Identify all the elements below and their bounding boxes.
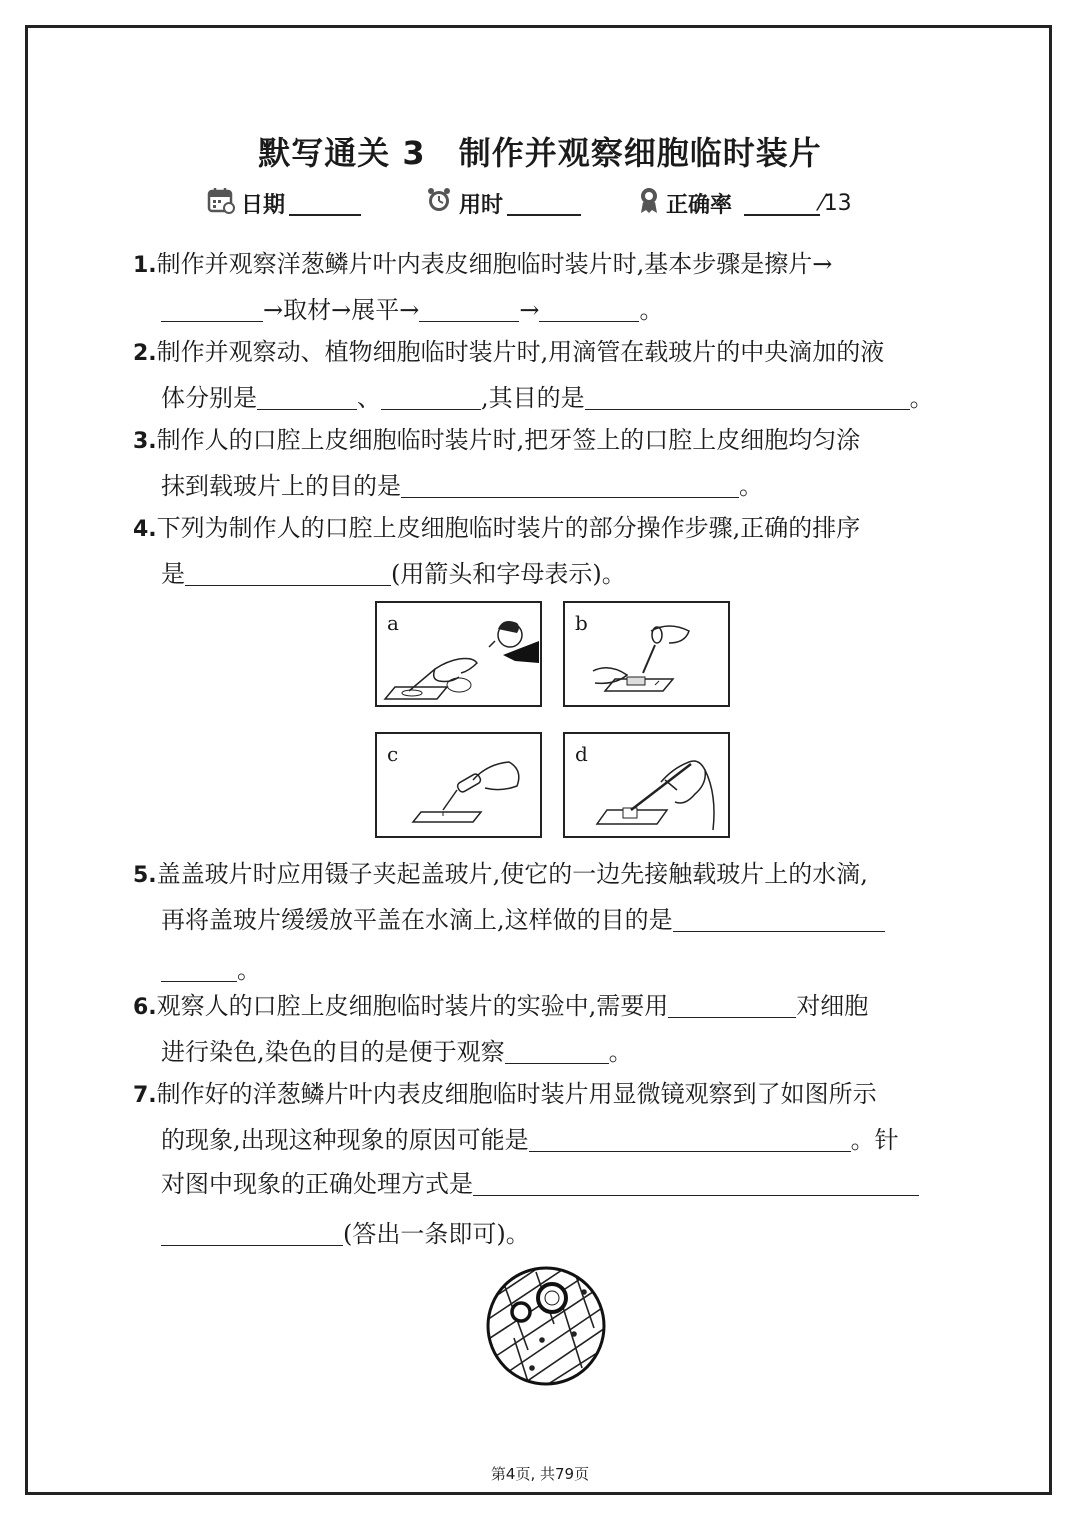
accuracy-field xyxy=(638,185,852,221)
figure-b xyxy=(563,601,730,707)
question-6: 6.观察人的口腔上皮细胞临时装片的实验中,需要用 对细胞 进行染色,染色的目的是便于观察 。 xyxy=(133,984,948,1074)
q7-blank-3[interactable] xyxy=(161,1217,343,1246)
date-blank[interactable] xyxy=(289,190,361,216)
q5-blank-2[interactable] xyxy=(161,953,237,982)
q7-blank-2[interactable] xyxy=(473,1167,919,1196)
calendar-icon xyxy=(207,186,235,220)
microscope-view-figure xyxy=(484,1264,608,1388)
award-icon xyxy=(638,186,660,220)
time-blank[interactable] xyxy=(507,190,581,216)
q7-blank-1[interactable] xyxy=(529,1123,851,1152)
q2-blank-2[interactable] xyxy=(381,381,481,410)
q2-blank-1[interactable] xyxy=(257,381,357,410)
question-3: 3.制作人的口腔上皮细胞临时装片时,把牙签上的口腔上皮细胞均匀涂 抹到载玻片上的目的是 。 xyxy=(133,426,861,500)
accuracy-total: ⁄13 xyxy=(820,190,852,216)
q2-blank-3[interactable] xyxy=(585,381,910,410)
page-footer: 第4页, 共79页 xyxy=(490,1465,590,1483)
question-7: 7.制作好的洋葱鳞片叶内表皮细胞临时装片用显微镜观察到了如图所示 的现象,出现这种现象的原因可能是 。针 对图中现象的正确处理方式是 (答出一条即可)。 xyxy=(133,1072,948,1256)
q5-blank-1[interactable] xyxy=(673,903,885,932)
figure-a-label: a xyxy=(387,611,399,635)
accuracy-label: 正确率 xyxy=(666,192,733,218)
alarm-clock-icon xyxy=(425,186,453,220)
question-4: 4.下列为制作人的口腔上皮细胞临时装片的部分操作步骤,正确的排序 是 (用箭头和字母表示)。 xyxy=(133,514,861,588)
q1-blank-3[interactable] xyxy=(539,293,639,322)
q6-blank-2[interactable] xyxy=(505,1035,609,1064)
question-2: 2.制作并观察动、植物细胞临时装片时,用滴管在载玻片的中央滴加的液 体分别是 、 ,其目的是 。 xyxy=(133,338,934,412)
figure-d-label: d xyxy=(575,742,588,766)
figure-a xyxy=(375,601,542,707)
date-label: 日期 xyxy=(241,192,286,218)
date-field xyxy=(207,185,361,221)
figure-c-label: c xyxy=(387,742,399,766)
accuracy-blank[interactable] xyxy=(744,190,820,216)
time-field xyxy=(425,185,581,221)
q3-blank-1[interactable] xyxy=(401,469,739,498)
question-5: 5.盖盖玻片时应用镊子夹起盖玻片,使它的一边先接触载玻片上的水滴, 再将盖玻片缓缓放平盖在水滴上,这样做的目的是 。 xyxy=(133,852,948,992)
figure-d xyxy=(563,732,730,838)
figure-c xyxy=(375,732,542,838)
figure-b-label: b xyxy=(575,611,588,635)
time-label: 用时 xyxy=(459,192,504,218)
q1-blank-2[interactable] xyxy=(419,293,519,322)
page-title: 默写通关 3 制作并观察细胞临时装片 xyxy=(258,134,822,172)
q6-blank-1[interactable] xyxy=(668,989,796,1018)
question-1: 1.制作并观察洋葱鳞片叶内表皮细胞临时装片时,基本步骤是擦片→ →取材→展平→ → 。 xyxy=(133,250,833,324)
q1-blank-1[interactable] xyxy=(161,293,263,322)
q4-blank-1[interactable] xyxy=(185,557,391,586)
